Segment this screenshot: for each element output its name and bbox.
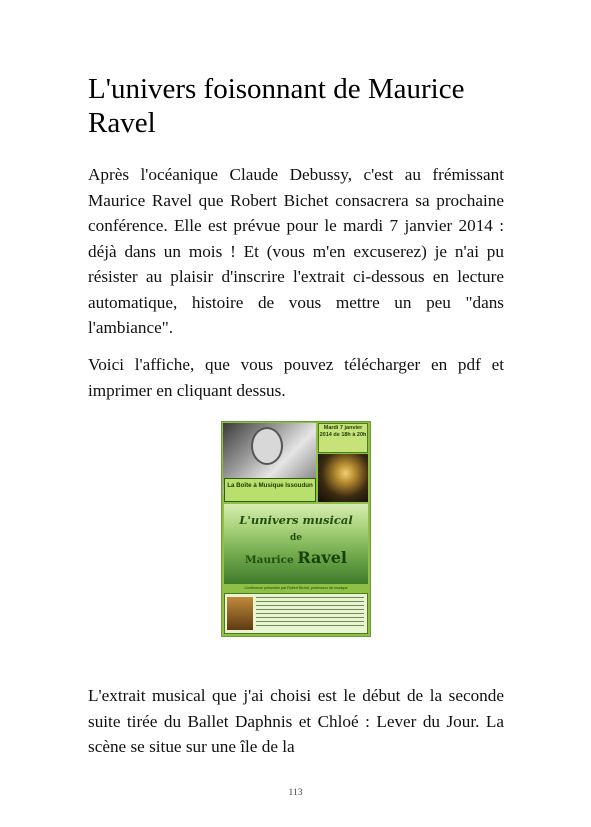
poster-paragraph: Voici l'affiche, que vous pouvez télécharger en pdf et imprimer en cliquant dessus. [88,355,504,400]
poster-title-line1: L'univers musical [239,513,353,527]
speaker-photo [318,454,368,502]
poster-date: Mardi 7 janvier 2014 de 18h à 20h [318,423,368,453]
poster-thumbnail [227,597,253,630]
poster-title-line3 [224,548,368,567]
poster-venue: La Boîte à Musique Issoudun [224,478,316,502]
article-title: L'univers foisonnant de Maurice Ravel [88,73,465,139]
excerpt-paragraph: L'extrait musical que j'ai choisi est le début de la seconde suite tirée du Ballet Daphnis et Chloé : Lever du Jour. La scène se situe sur une île de la [88,686,504,756]
poster-fine-print [256,597,364,629]
poster-first-name: Maurice [245,554,294,566]
poster-last-name: Ravel [297,548,347,567]
poster-credit: Conférence présentée par Robert Bichet, professeur de musique [244,586,348,590]
intro-paragraph: Après l'océanique Claude Debussy, c'est au frémissant Maurice Ravel que Robert Bichet consacrera sa prochaine conférence. Elle est prévue pour le mardi 7 janvier 2014 : déjà dans un mois ! Et (vous m'en excuserez) je n'ai pu résister au plaisir d'inscrire l'extrait ci-dessous en lecture automatique, histoire de vous mettre un peu "dans l'ambiance". [88,165,504,337]
poster-info-box [224,593,368,634]
concert-poster-image[interactable] [221,421,371,637]
page-number: 113 [288,788,303,798]
poster-title-line2: de [289,533,303,543]
